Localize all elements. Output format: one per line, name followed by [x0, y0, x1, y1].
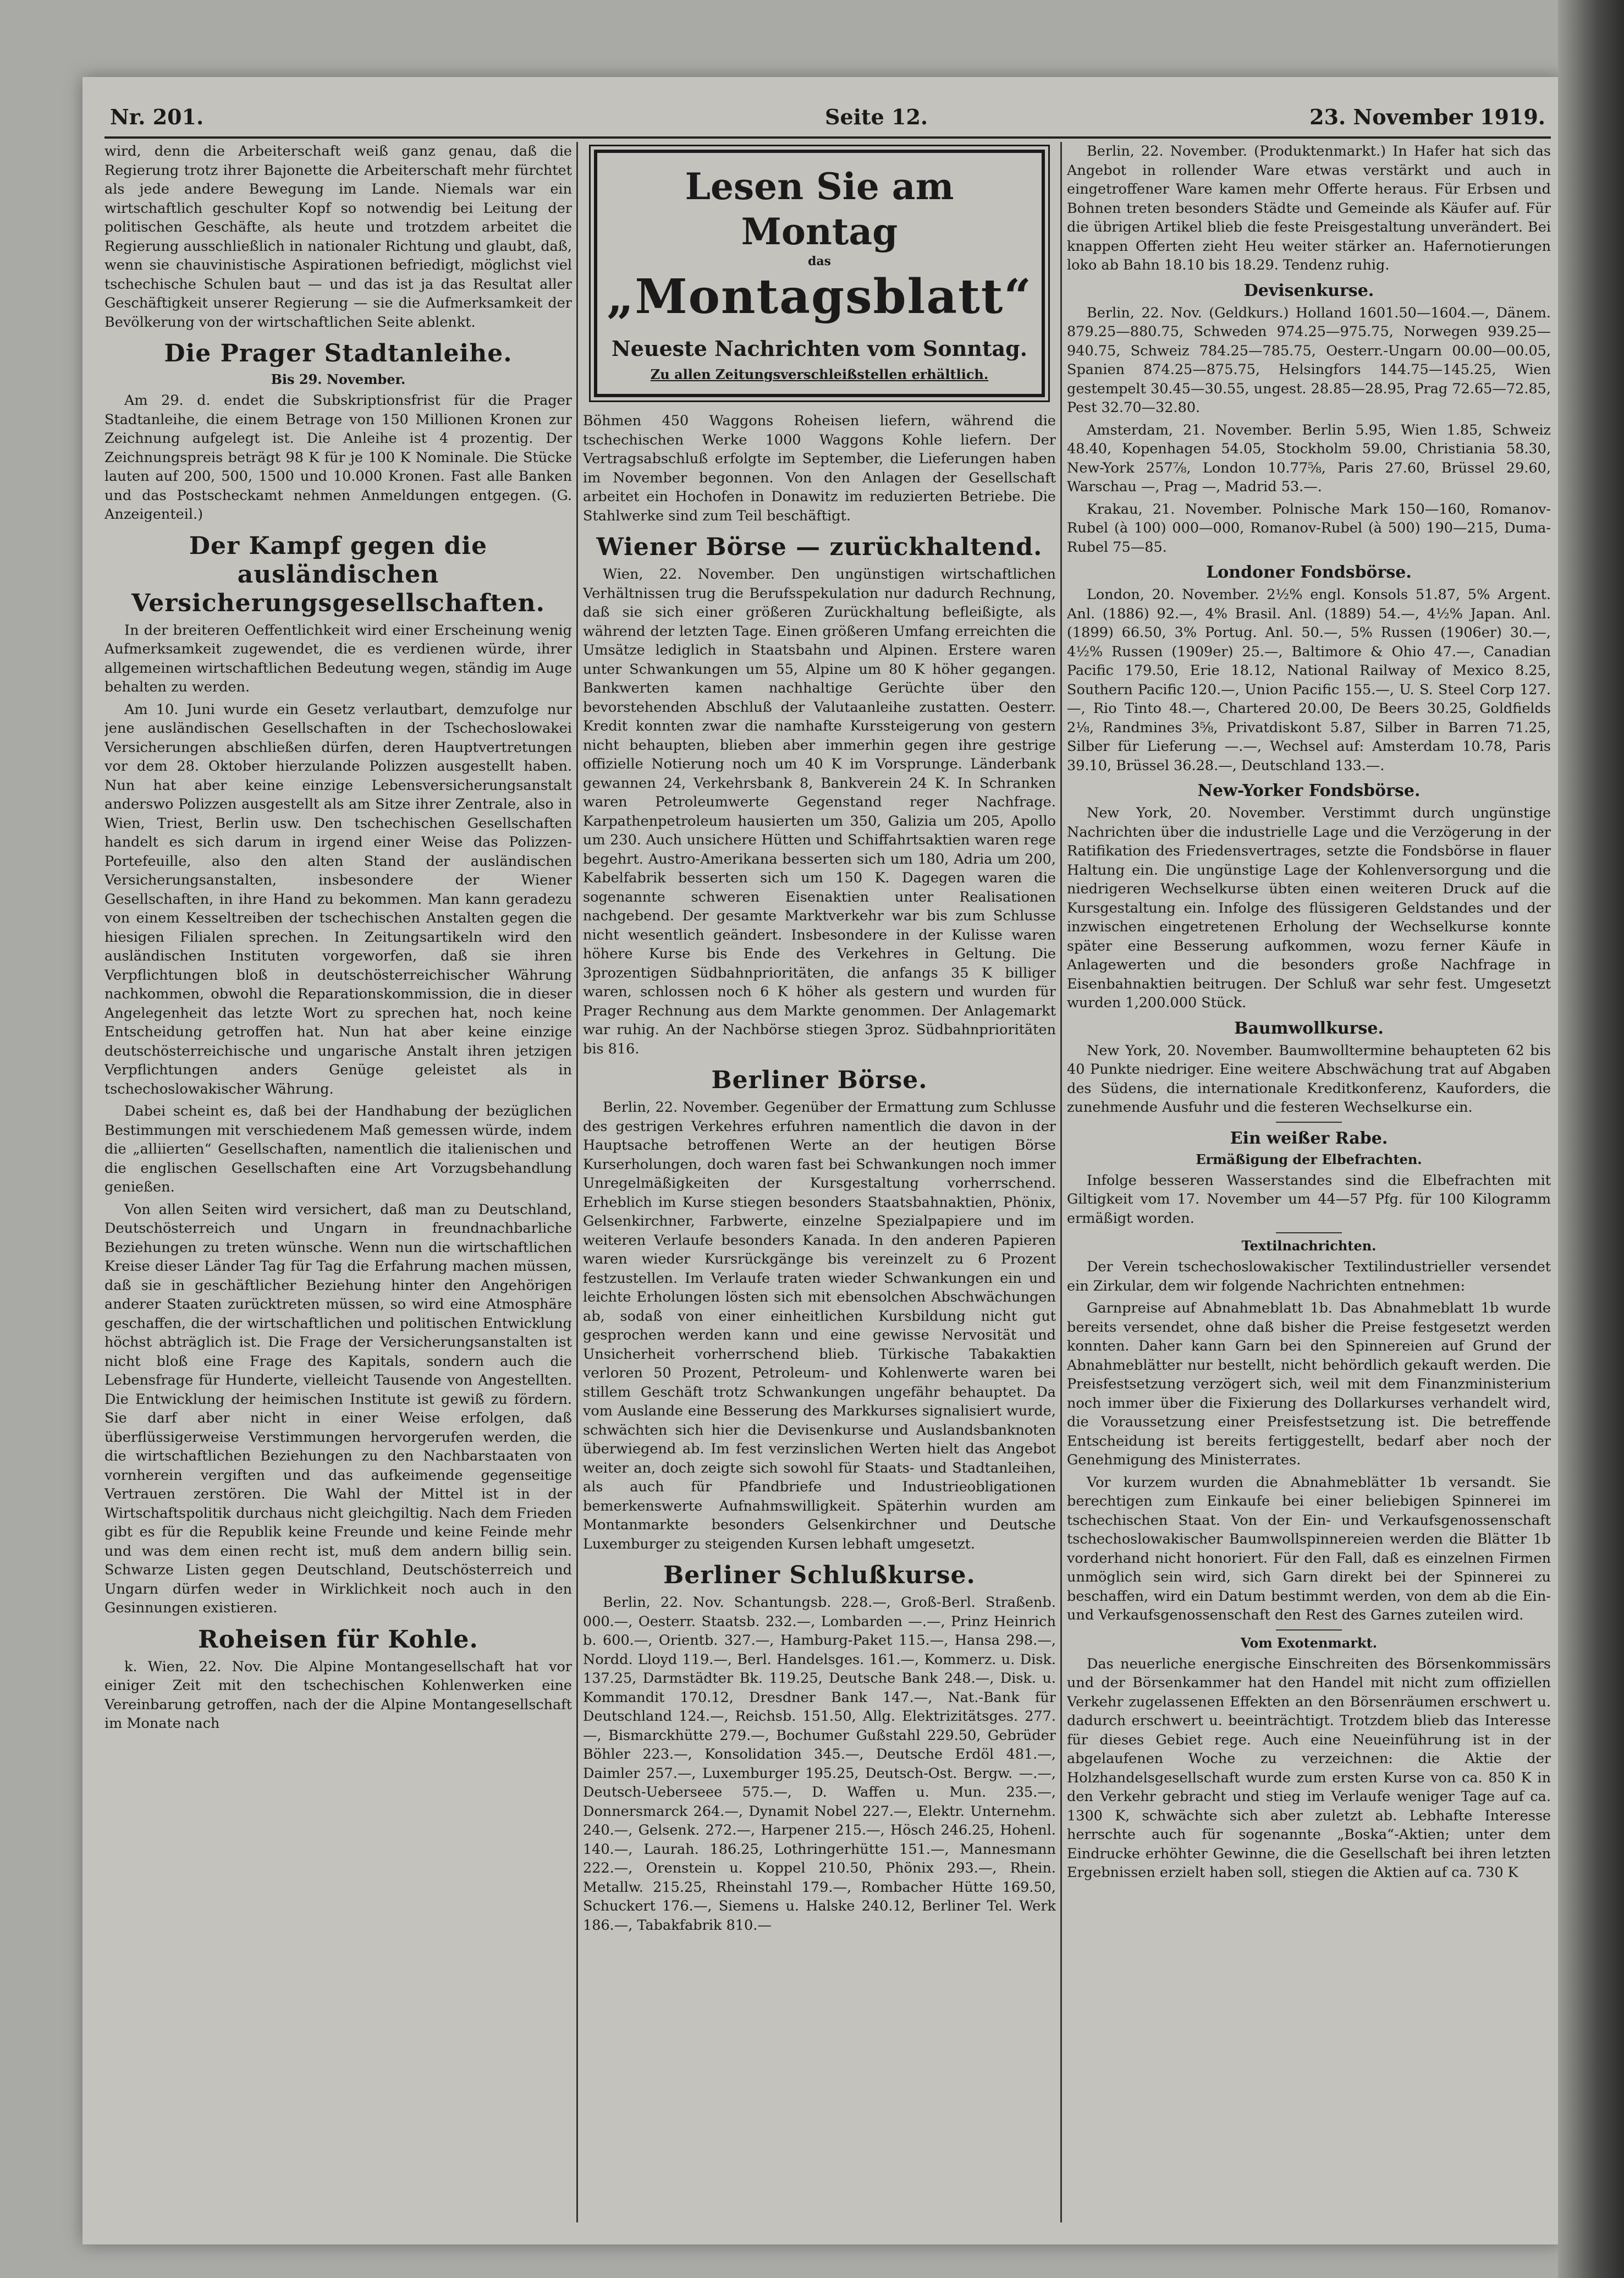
- paragraph: Infolge besseren Wasserstandes sind die Elbefrachten mit Giltigkeit vom 17. November um 44—57 Pfg. für 100 Kilogramm ermäßigt worden.: [1067, 1172, 1551, 1227]
- paragraph: Amsterdam, 21. November. Berlin 5.95, Wien 1.85, Schweiz 48.40, Kopenhagen 54.05, Stockholm 59.00, Christiania 58.30, New-York 257⅞, London 10.77⅝, Paris 27.60, Brüssel 29.60, Warschau —, Prag —, Madrid 53.—.: [1067, 421, 1551, 495]
- column-divider: [1060, 142, 1062, 2222]
- page-header: [110, 99, 1545, 138]
- paragraph: Am 29. d. endet die Subskriptionsfrist für die Prager Stadtanleihe, die einem Betrage von 150 Millionen Kronen zur Zeichnung aufgelegt ist. Die Anleihe ist 4 prozentig. Der Zeichnungspreis beträgt 98 K für je 100 K Nominale. Die Stücke lauten auf 200, 500, 1500 und 10.000 Kronen. Fast alle Banken und das Postscheckamt nehmen Anmeldungen entgegen. (G. Anzeigenteil.): [104, 392, 572, 523]
- paragraph: Dabei scheint es, daß bei der Handhabung der bezüglichen Bestimmungen mit verschiedenem Maß gemessen würde, indem die „alliierten“ Gesellschaften, namentlich die italienischen und die englischen Gesellschaften eine Art Vorzugsbehandlung genießen.: [104, 1103, 572, 1195]
- headline-londoner-fondsboerse: Londoner Fondsbörse.: [1206, 563, 1412, 582]
- book-binding-edge: [1558, 0, 1624, 2278]
- divider: [1276, 1122, 1342, 1123]
- headline-vom-exotenmarkt: Vom Exotenmarkt.: [1240, 1634, 1378, 1651]
- divider: [1276, 1232, 1342, 1233]
- paragraph: Am 10. Juni wurde ein Gesetz verlautbart, demzufolge nur jene ausländischen Gesellschaften in der Tschechoslowakei Versicherungen abschließen dürfen, deren Hauptvertretungen vor dem 28. Oktober hierzulande Polizzen ausgestellt haben. Nun hat aber keine einzige Lebensversicherungsanstalt anderswo Polizzen ausgestellt als am Sitze ihrer Zentrale, also in Wien, Triest, Berlin usw. Den tschechischen Gesellschaften handelt es sich darum in irgend einer Weise das Polizzen-Portefeuille, also den alten Stand der ausländischen Versicherungsanstalten, insbesondere der Wiener Gesellschaften, in ihre Hand zu bekommen. Man kann geradezu von einem Kesseltreiben der tschechischen Anstalten gegen die hiesigen Filialen sprechen. In Zeitungsartikeln wird den ausländischen Instituten vorgeworfen, daß sie ihren Verpflichtungen bloß in deutschösterreichischer Währung nachkommen, obwohl die Reparationskommission, die in dieser Angelegenheit das letzte Wort zu sprechen hat, noch keine Entscheidung getroffen hat. Nun hat aber keine einzige deutschösterreichische und ungarische Anstalt ihren jetzigen Verpflichtungen anders Genüge geleistet als in tschechoslowakischer Währung.: [104, 701, 572, 1097]
- headline-new-yorker-fondsboerse: New-Yorker Fondsbörse.: [1197, 781, 1421, 800]
- paragraph: Wien, 22. November. Den ungünstigen wirtschaftlichen Verhältnissen trug die Berufsspekulation nur dadurch Rechnung, daß sie sich einer größeren Zurückhaltung befleißigte, als während der letzten Tage. Einen größeren Umfang erreichten die Umsätze lediglich in Staatsbahn und Alpinen. Erstere waren unter Schwankungen um 55, Alpine um 80 K höher gegangen. Bankwerten kamen nachhaltige Gerüchte über den bevorstehenden Abschluß der Valutaanleihe zustatten. Oesterr. Kredit konnten zwar die namhafte Kurssteigerung von gestern nicht behaupten, blieben aber immerhin gegen ihre gestrige offizielle Notierung noch um 40 K im Vorsprunge. Länderbank gewannen 24, Verkehrsbank 8, Bankverein 24 K. In Schranken waren Petroleumwerte Gegenstand reger Nachfrage. Karpathenpetroleum hausierten um 350, Galizia um 205, Apollo um 230. Auch unsichere Hütten und Schiffahrtsaktien waren rege begehrt. Austro-Amerikana besserten sich um 180, Adria um 200, Kabelfabrik besserten sich um 150 K. Dagegen waren die sogenannte schweren Eisenaktien unter Realisationen nachgebend. Der gesamte Marktverkehr war bis zum Schlusse nicht wesentlich geändert. Insbesondere in der Kulisse waren höhere Kurse bis Ende des Verkehres in Geltung. Die 3prozentigen Südbahnprioritäten, die anfangs 35 K billiger waren, schlossen noch 6 K höher als gestern und wurden für Prager Rechnung aus dem Markte genommen. Der Anlagemarkt war ruhig. An der Nachbörse stiegen 3proz. Südbahnprioritäten bis 816.: [583, 566, 1056, 1057]
- paragraph: New York, 20. November. Baumwolltermine behaupteten 62 bis 40 Punkte niedriger. Eine weitere Abschwächung trat auf Abgaben des Südens, die internationale Kreditkonferenz, Kauforders, die zunehmende Ausfuhr und die festeren Wechselkurse ein.: [1067, 1042, 1551, 1116]
- newspaper-page: [82, 77, 1562, 2244]
- paragraph: Berlin, 22. November. Gegenüber der Ermattung zum Schlusse des gestrigen Verkehres erfuhren namentlich die davon in der Hauptsache betroffenen Werte an der heutigen Börse Kurserholungen, doch waren fast bei Schwankungen noch immer Unregelmäßigkeiten der Kursgestaltung vorherrschend. Erheblich im Kurse stiegen besonders Staatsbahnaktien, Phönix, Gelsenkirchner, Farbwerte, einzelne Spezialpapiere und im weiteren Verlaufe besonders Kanada. In den anderen Papieren waren wieder Kursrückgänge bis vereinzelt zu 6 Prozent festzustellen. Im Verlaufe traten wieder Schwankungen ein und leichte Erholungen lösten sich mit ebensolchen Abschwächungen ab, sodaß von einer einheitlichen Kursbildung nicht gut gesprochen werden kann und eine gewisse Nervosität und Unsicherheit vorherrschend blieb. Türkische Tabakaktien verloren 50 Prozent, Petroleum- und Kohlenwerte waren bei stillem Geschäft trotz Schwankungen ungefähr behauptet. Da vom Auslande eine Besserung des Markkurses signalisiert wurde, schwächten sich hier die Devisenkurse und Auslandsbanknoten überwiegend ab. Im fest verzinslichen Werten hielt das Angebot weiter an, doch zeigte sich sowohl für Staats- und Stadtanleihen, als auch für Pfandbriefe und Industrieobligationen bemerkenswerte Aufnahmswilligkeit. Späterhin wurden am Montanmarkte besonders Gelsenkirchner und Deutsche Luxemburger zu steigenden Kursen lebhaft umgesetzt.: [583, 1099, 1056, 1552]
- ad-line: das: [807, 254, 832, 268]
- ad-line: Lesen Sie am Montag: [685, 165, 954, 253]
- headline-versicherungsgesellschaften: Der Kampf gegen die ausländischen Versicherungsgesellschaften.: [131, 531, 545, 617]
- paragraph: Krakau, 21. November. Polnische Mark 150—160, Romanov-Rubel (à 100) 000—000, Romanov-Rubel (à 500) 190—215, Duma-Rubel 75—85.: [1067, 501, 1551, 556]
- headline-wiener-boerse: Wiener Börse — zurückhaltend.: [596, 533, 1043, 561]
- paragraph: Berlin, 22. Nov. (Geldkurs.) Holland 1601.50—1604.—, Dänem. 879.25—880.75, Schweden 974.25—975.75, Norwegen 939.25—940.75, Schweiz 784.25—785.75, Oesterr.-Ungarn 00.00—00.05, Spanien 874.25—875.75, Helsingfors 144.75—145.25, Wien gestempelt 30.45—30.55, ungest. 28.85—28.95, Prag 72.65—72.85, Pest 32.70—32.80.: [1067, 304, 1551, 416]
- headline-berliner-boerse: Berliner Börse.: [711, 1066, 928, 1094]
- paragraph: Vor kurzem wurden die Abnahmeblätter 1b versandt. Sie berechtigen zum Einkaufe bei einer beliebigen Spinnerei im tschechischen Staat. Von der Ein- und Verkaufsgenossenschaft tschechoslowakischer Baumwollspinnereien werden die Blätter 1b vorderhand nicht honoriert. Für den Fall, daß es einzelnen Firmen unmöglich sein wird, sich Garn direkt bei der Spinnerei zu beschaffen, wird ein Datum bestimmt werden, von dem ab die Ein- und Verkaufsgenossenschaft den Rest des Garnes zuteilen wird.: [1067, 1474, 1551, 1623]
- paragraph: Der Verein tschechoslowakischer Textilindustrieller versendet ein Zirkular, dem wir folgende Nachrichten entnehmen:: [1067, 1259, 1551, 1294]
- paragraph: Böhmen 450 Waggons Roheisen liefern, während die tschechischen Werke 1000 Waggons Kohle liefern. Der Vertragsabschluß erfolgte im September, die Lieferungen haben im November begonnen. Von den Anlagen der Gesellschaft arbeitet ein Hochofen in Donawitz im reduzierten Betriebe. Die Stahlwerke sind zum Teil beschäftigt.: [583, 413, 1056, 524]
- page-number: Seite 12.: [825, 105, 928, 129]
- paragraph: Das neuerliche energische Einschreiten des Börsenkommissärs und der Börsenkammer hat den Handel mit nicht zum offiziellen Verkehr zugelassenen Effekten an den Börsenräumen erschwert u. dadurch erschwert u. beeinträchtigt. Trotzdem blieb das Interesse für dieses Gebiet rege. Auch eine Neueinführung ist in der abgelaufenen Woche zu verzeichnen: die Aktie der Holzhandelsgesellschaft wurde zum ersten Kurse von ca. 850 K in den Verkehr gebracht und stieg im Verlaufe weniger Tage auf ca. 1300 K, schwächte sich aber zuletzt ab. Lebhafte Interesse herrschte auch für sogenannte „Boska“-Aktien; unter dem Eindrucke erhöhter Gewinne, die die Gesellschaft bei ihren letzten Ergebnissen erzielt haben soll, stiegen die Aktien auf ca. 730 K: [1067, 1655, 1551, 1881]
- headline-ein-weisser-rabe: Ein weißer Rabe.: [1230, 1128, 1388, 1148]
- issue-number: Nr. 201.: [110, 105, 204, 129]
- subheadline: Bis 29. November.: [271, 371, 406, 387]
- headline-textilnachrichten: Textilnachrichten.: [1241, 1238, 1377, 1254]
- header-rule: [104, 136, 1551, 139]
- paragraph: Berlin, 22. November. (Produktenmarkt.) In Hafer hat sich das Angebot in rollender Ware etwas verstärkt und auch in eingetroffener Ware kamen mehr Offerte heraus. Für Erbsen und Bohnen treten besonders Städte und Gemeinde als Käufer auf. Für die übrigen Artikel blieb die feste Preisgestaltung unverändert. Bei knappen Offerten zieht Heu weiter stärker an. Hafernotierungen loko ab Bahn 18.10 bis 18.29. Tendenz ruhig.: [1067, 143, 1551, 273]
- ad-line: Neueste Nachrichten vom Sonntag.: [612, 336, 1027, 361]
- divider: [1276, 1629, 1342, 1631]
- paragraph: London, 20. November. 2½% engl. Konsols 51.87, 5% Argent. Anl. (1886) 92.—, 4% Brasil. Anl. (1889) 54.—, 4½% Japan. Anl. (1899) 66.50, 3% Portug. Anl. 50.—, 5% Russen (1906er) 30.—, 4½% Russen (1909er) 25.—, Baltimore & Ohio 47.—, Canadian Pacific 179.50, Erie 18.12, National Railway of Mexico 8.25, Southern Pacific 120.—, Union Pacific 155.—, U. S. Steel Corp 127.—, Rio Tinto 48.—, Chartered 20.00, De Beers 30.25, Goldfields 2⅛, Randmines 3⅝, Privatdiskont 5.87, Silber in Barren 71.25, Silber für Lieferung —.—, Wechsel auf: Amsterdam 10.78, Paris 39.10, Brüssel 36.28.—, Deutschland 133.—.: [1067, 586, 1551, 774]
- column-1: [104, 142, 572, 2228]
- ad-line: Zu allen Zeitungsverschleißstellen erhältlich.: [650, 366, 989, 382]
- paragraph: Berlin, 22. Nov. Schantungsb. 228.—, Groß-Berl. Straßenb. 000.—, Oesterr. Staatsb. 232.—, Lombarden —.—, Prinz Heinrich b. 600.—, Orientb. 327.—, Hamburg-Paket 115.—, Hansa 298.—, Nordd. Lloyd 119.—, Berl. Handelsges. 161.—, Kommerz. u. Disk. 137.25, Darmstädter Bk. 119.25, Deutsche Bank 248.—, Disk. u. Kommandit 170.12, Dresdner Bank 147.—, Nat.-Bank für Deutschland 124.—, Reichsb. 151.50, Allg. Elektrizitätsges. 277.—, Bismarckhütte 279.—, Bochumer Gußstahl 229.50, Gebrüder Böhler 223.—, Konsolidation 345.—, Deutsche Erdöl 481.—, Daimler 257.—, Luxemburger 195.25, Deutsch-Ost. Bergw. —.—, Deutsch-Ueberseee 575.—, D. Waffen u. Mun. 235.—, Donnersmarck 264.—, Dynamit Nobel 227.—, Elektr. Unternehm. 240.—, Gelsenk. 272.—, Harpener 215.—, Hösch 246.25, Hohenl. 140.—, Laurah. 186.25, Lothringerhütte 151.—, Mannesmann 222.—, Orenstein u. Koppel 210.50, Phönix 293.—, Rhein. Metallw. 215.25, Rheinstahl 179.—, Rombacher Hütte 169.50, Schuckert 176.—, Siemens u. Halske 240.12, Berliner Tel. Werk 186.—, Tabakfabrik 810.—: [583, 1594, 1056, 1934]
- paragraph: k. Wien, 22. Nov. Die Alpine Montangesellschaft hat vor einiger Zeit mit den tschechischen Kohlenwerken eine Vereinbarung getroffen, nach der die Alpine Montangesellschaft im Monate nach: [104, 1658, 572, 1732]
- headline-baumwollkurse: Baumwollkurse.: [1234, 1018, 1384, 1038]
- paragraph: In der breiteren Oeffentlichkeit wird einer Erscheinung wenig Aufmerksamkeit zugewendet, die es verdienen würde, ihrer allgemeinen wirtschaftlichen Bedeutung wegen, ständig im Auge behalten zu werden.: [104, 622, 572, 695]
- headline-roheisen-fuer-kohle: Roheisen für Kohle.: [198, 1625, 478, 1654]
- paragraph: Von allen Seiten wird versichert, daß man zu Deutschland, Deutschösterreich und Ungarn in freundnachbarliche Beziehungen zu treten wünsche. Wenn nun die wirtschaftlichen Kreise dieser Länder Tag für Tag die Erfahrung machen müssen, daß sie in geschäftlicher Beziehung hinter den Angehörigen anderer Staaten zurücktreten müssen, so wird eine Atmosphäre geschaffen, die der wirtschaftlichen und politischen Entwicklung höchst abträglich ist. Die Frage der Versicherungsanstalten ist nicht bloß eine Frage des Kapitals, sondern auch die Lebensfrage für Hunderte, vielleicht Tausende von Angestellten. Die Entwicklung der heimischen Institute ist gewiß zu fördern. Sie darf aber nicht in einer Weise erfolgen, daß überflüssigerweise Verstimmungen hervorgerufen werden, die die wirtschaftlichen Beziehungen zu den Nachbarstaaten von vornherein vergiften und das aufkeimende gegenseitige Vertrauen zerstören. Die Wahl der Mittel ist in der Wirtschaftspolitik durchaus nicht gleichgiltig. Nach dem Frieden gibt es für die Republik keine Freunde und keine Feinde mehr und was dem einen recht ist, muß dem andern billig sein. Schwarze Listen gegen Deutschland, Deutschösterreich und Ungarn dürfen weder in Wirklichkeit noch auch in den Gesinnungen existieren.: [104, 1201, 572, 1616]
- column-divider: [576, 142, 578, 2222]
- paragraph: New York, 20. November. Verstimmt durch ungünstige Nachrichten über die industrielle Lage und die Verzögerung in der Ratifikation des Friedensvertrages, setzte die Fondsbörse in flauer Haltung ein. Die ungünstige Lage der Kohlenversorgung und die niedrigeren Wechselkurse übten einen weiteren Druck auf die Kursgestaltung ein. Infolge des flüssigeren Geldstandes und der inzwischen eingetretenen Erholung der Wechselkurse konnte später eine Besserung aufkommen, wozu ferner Käufe in Anlagewerten und die besonders große Nachfrage in Eisenbahnaktien beitrugen. Der Schluß war sehr fest. Umgesetzt wurden 1,200.000 Stück.: [1067, 805, 1551, 1011]
- ad-title: „Montagsblatt“: [607, 269, 1032, 325]
- article-continuation: wird, denn die Arbeiterschaft weiß ganz genau, daß die Regierung trotz ihrer Bajonette die Arbeiterschaft mehr fürchtet als jede andere Bewegung im Lande. Niemals war ein wirtschaftlich geschulter Kopf so notwendig bei Leitung der politischen Geschäfte, als heute und trotzdem arbeitet die Regierung ausschließlich in nationaler Richtung und glaubt, daß, wenn sie chauvinistische Aspirationen befriedigt, möglichst viel tschechische Schulen baut — und das ist ja das Resultat aller Geschäftigkeit unserer Regierung — sie die Aufmerksamkeit der Bevölkerung von der wirtschaftlichen Seite ablenkt.: [104, 143, 572, 331]
- column-3: [1067, 142, 1551, 2228]
- issue-date: 23. November 1919.: [1309, 105, 1545, 129]
- headline-berliner-schlusskurse: Berliner Schlußkurse.: [663, 1561, 976, 1589]
- column-2: [583, 142, 1056, 2228]
- montagsblatt-advertisement: [594, 150, 1045, 397]
- subheadline: Ermäßigung der Elbefrachten.: [1196, 1151, 1422, 1167]
- paragraph: Garnpreise auf Abnahmeblatt 1b. Das Abnahmeblatt 1b wurde bereits versendet, ohne daß bisher die Preise festgesetzt werden konnten. Daher kann Garn bei den Spinnereien auf Grund der Abnahmeblätter nur bestellt, nicht behördlich gekauft werden. Die Preisfestsetzung verzögert sich, weil mit dem Finanzministerium noch immer über die Fixierung des Dollarkurses verhandelt wird, die Voraussetzung einer Preisfestsetzung ist. Die betreffende Entscheidung ist bereits fertiggestellt, bedarf aber noch der Genehmigung des Ministerrates.: [1067, 1300, 1551, 1468]
- headline-devisenkurse: Devisenkurse.: [1243, 281, 1374, 300]
- headline-prager-stadtanleihe: Die Prager Stadtanleihe.: [164, 339, 513, 367]
